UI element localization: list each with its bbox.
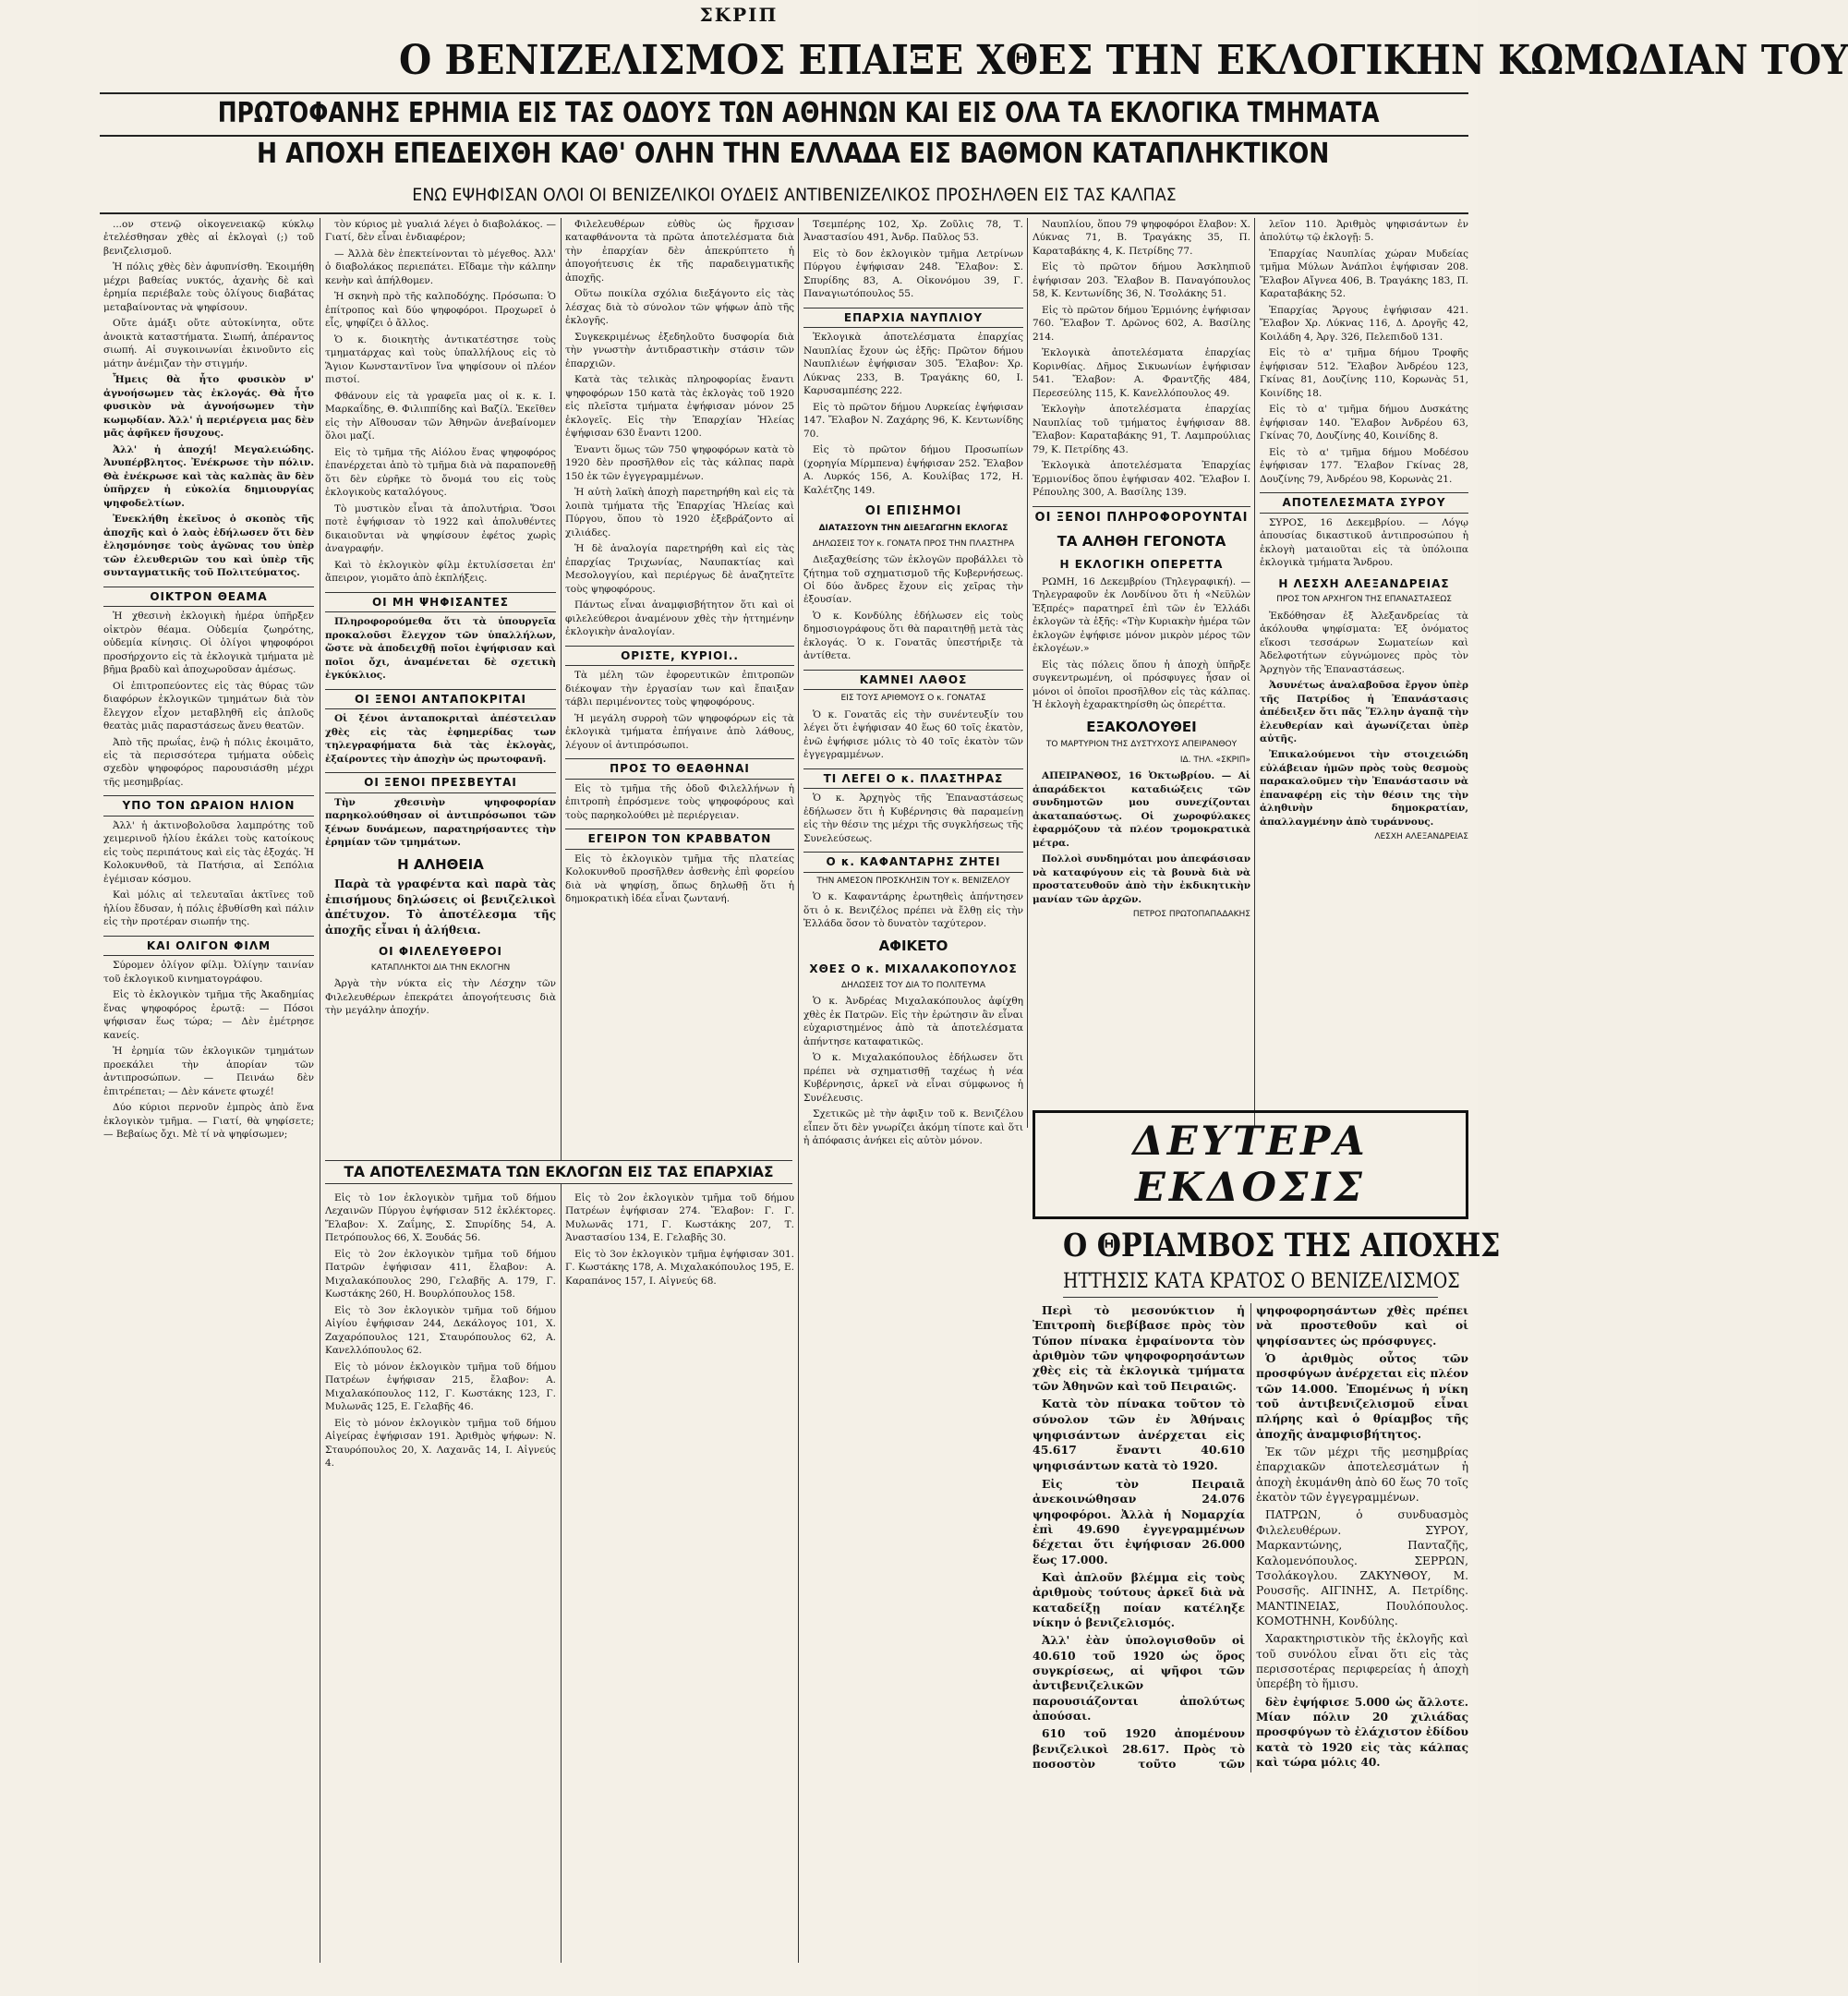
paragraph: Καὶ τὸ ἐκλογικὸν φίλμ ἐκτυλίσσεται ἐπ' ἄπειρον, γιομᾶτο ἀπὸ ἐκπλήξεις.	[325, 559, 556, 585]
paragraph: Εἰς τὸ 3ον ἐκλογικὸν τμῆμα ἐψήφισαν 301. Γ. Κωστάκης 178, Α. Μιχαλακόπουλος 195, Ε. Καραπάνος 157, Ι. Αἰγνεύς 68.	[565, 1248, 794, 1287]
paragraph: δὲν ἐψήφισε 5.000 ὡς ἄλλοτε. Μίαν πόλιν 20 χιλιάδας προσφύγων τὸ ἐλάχιστον ἐδίδου κατὰ τὸ 1920 εἰς τὰς κάλπας καὶ τώρα μόλις 40.	[1256, 1695, 1468, 1769]
paragraph: Ἦμεις θὰ ἦτο φυσικὸν ν' ἀγνοήσωμεν τὰς ἐκλογάς. Θὰ ἦτο φυσικὸν νὰ ἀγνοήσωμεν τὴν κωμῳδίαν. Ἀλλ' ἡ περιέργεια μας δὲν μᾶς ἀφῆκεν ἥσυχους.	[103, 374, 314, 440]
results-heading: ΤΑ ΑΠΟΤΕΛΕΣΜΑΤΑ ΤΩΝ ΕΚΛΟΓΩΝ ΕΙΣ ΤΑΣ ΕΠΑΡΧΙΑΣ	[325, 1160, 792, 1184]
paragraph: Εἰς τὸ 3ον ἐκλογικὸν τμῆμα τοῦ δήμου Αἰγίου ἐψήφισαν 244, Δεκάλογος 101, Χ. Ζαχαρόπουλος 121, Σταυρόπουλος 62, Α. Κανελλόπουλος 62.	[325, 1304, 556, 1357]
paragraph: Ἀλλ' ἡ ἀκτινοβολοῦσα λαμπρότης τοῦ χειμερινοῦ ἡλίου ἐκάλει τοὺς κατοίκους εἰς τοὺς περιπάτους καὶ εἰς τὰς ἐξοχάς. Ἡ Κολοκυνθοῦ, τὰ Πατήσια, αἱ Σεπόλια ἐγέμισαν κόσμου.	[103, 819, 314, 885]
paragraph: Οἱ ἐπιτροπεύοντες εἰς τὰς θύρας τῶν διαφόρων ἐκλογικῶν τμημάτων διὰ τὸν ἔλεγχον εἶχον μεταβληθῆ εἰς ἀπλοῦς θεατὰς μιᾶς παραστάσεως ἄνευ θεατῶν.	[103, 680, 314, 732]
section-heading: ΟΙ ΞΕΝΟΙ ΑΝΤΑΠΟΚΡΙΤΑΙ	[325, 689, 556, 710]
paragraph: Τσεμπέρης 102, Χρ. Ζοῦλις 78, Τ. Ἀναστασίου 491, Ἀνδρ. Παῦλος 53.	[803, 219, 1023, 244]
paragraph: Ὁ κ. διοικητὴς ἀντικατέστησε τοὺς τμηματάρχας καὶ τοὺς ὑπαλλήλους εἰς τὸ Ἅγιον Κωνσταντῖνον ἵνα ψηφίσουν οἱ πλέον πιστοί.	[325, 333, 556, 386]
paragraph: Ὁ κ. Καφαντάρης ἐρωτηθεὶς ἀπήντησεν ὅτι ὁ κ. Βενιζέλος πρέπει νὰ ἔλθῃ εἰς τὴν Ἑλλάδα ὅσον τὸ δυνατὸν ταχύτερον.	[803, 891, 1023, 930]
section-heading: ΑΦΙΚΕΤΟ	[878, 937, 948, 954]
paragraph: Ναυπλίου, ὅπου 79 ψηφοφόροι ἔλαβον: Χ. Λύκνας 71, Β. Τραγάκης 35, Π. Καραταβάκης 4, Κ. Πετρίδης 77.	[1033, 219, 1250, 257]
paragraph: Σχετικῶς μὲ τὴν ἀφιξιν τοῦ κ. Βενιζέλου εἶπεν ὅτι δὲν γνωρίζει ἀκόμη τίποτε καὶ ὅτι ἡ ἀπόφασις ἀνήκει εἰς αὐτὸν μόνον.	[803, 1108, 1023, 1147]
paragraph: Ἡ δὲ ἀναλογία παρετηρήθη καὶ εἰς τὰς ἐπαρχίας Τριχωνίας, Ναυπακτίας καὶ Μεσολογγίου, καὶ περιέργως δὲ ἀναζητεῖτε τοὺς ψηφοφόρους.	[565, 543, 794, 595]
paragraph: Εἰς τὸ τμῆμα τῆς ὁδοῦ Φιλελλήνων ἡ ἐπιτροπὴ ἐπρόσμενε τοὺς ψηφοφόρους καὶ τοὺς παρηκολούθει μὲ περιέργειαν.	[565, 782, 794, 821]
column-rule	[798, 218, 799, 1963]
dateline: ΙΔ. ΤΗΛ. «ΣΚΡΙΠ»	[1179, 755, 1250, 765]
paragraph: Φθάνουν εἰς τὰ γραφεῖα μας οἱ κ. κ. Ι. Μαρκαΐδης, Θ. Φιλιππίδης καὶ Βαζίλ. Ἐκεῖθεν εἰς τὴν Αἴθουσαν τῶν Ἀθηνῶν ἀνεβαίνομεν ὅλοι μαζί.	[325, 390, 556, 442]
paragraph: Ἐναντι ὅμως τῶν 750 ψηφοφόρων κατὰ τὸ 1920 δὲν προσῆλθον εἰς τὰς κάλπας παρὰ 150 ἐκ τῶν ἐγγεγραμμένων.	[565, 443, 794, 482]
paragraph: Ἐκ τῶν μέχρι τῆς μεσημβρίας ἐπαρχιακῶν ἀποτελεσμάτων ἡ ἀποχὴ ἐκυμάνθη ἀπὸ 60 ἕως 70 τοῖς ἑκατὸν τῶν ἐγγεγραμμένων.	[1256, 1446, 1468, 1505]
paragraph: Εἰς τὸ α' τμῆμα δήμου Μοδέσου ἐψήφισαν 177. Ἔλαβον Γκίνας 28, Δουζίνης 79, Ἀνδρέου 98, Κορωνὰς 21.	[1260, 446, 1468, 485]
section-heading: Η ΑΛΗΘΕΙΑ	[397, 855, 484, 873]
paragraph: Ἐκδόθησαν ἐξ Ἀλεξανδρείας τὰ ἀκόλουθα ψηφίσματα: Ἐξ ὀνόματος εἴκοσι τεσσάρων Σωματείων καὶ Ἀδελφοτήτων εὐγνώμονες πρὸς τὸν Ἀρχηγὸν τῆς Ἐπαναστάσεως.	[1260, 610, 1468, 675]
section-heading: ΚΑΜΝΕΙ ΛΑΘΟΣ	[803, 670, 1023, 691]
signature: ΠΕΤΡΟΣ ΠΡΩΤΟΠΑΠΑΔΑΚΗΣ	[1132, 910, 1250, 920]
paragraph: Ἐνεκλήθη ἐκεῖνος ὁ σκοπὸς τῆς ἀποχῆς καὶ ὁ λαὸς ἐδήλωσεν ὅτι δὲν ἐλησμόνησε τοὺς ἀγῶνας του ὑπὲρ τῶν ἐλευθεριῶν του καὶ ὑπὲρ τῆς συνταγματικῆς τοῦ Πολιτεύματος.	[103, 514, 314, 579]
section-heading: ΤΑ ΑΛΗΘΗ ΓΕΓΟΝΟΤΑ	[1057, 532, 1226, 550]
paragraph: Ἡ σκηνὴ πρὸ τῆς καλποδόχης. Πρόσωπα: Ὁ ἐπίτροπος καὶ δύο ψηφοφόροι. Προχωρεῖ ὁ εἷς, ψηφίζει ὁ ἄλλος.	[325, 291, 556, 330]
paragraph: Παρὰ τὰ γραφέντα καὶ παρὰ τὰς ἐπισήμους δηλώσεις οἱ βενιζελικοὶ ἀπέτυχον. Τὸ ἀποτέλεσμα τῆς ἀποχῆς εἶναι ἡ ἀλήθεια.	[325, 877, 556, 937]
paragraph: Πάντως εἶναι ἀναμφισβήτητον ὅτι καὶ οἱ φιλελεύθεροι ἀναμένουν χθὲς τὴν ἡττημένην ἐκλογικὴν ἀναλογίαν.	[565, 599, 794, 638]
column-2-lower	[325, 1192, 556, 1968]
paragraph: Ἡ αὐτὴ λαϊκὴ ἀποχὴ παρετηρήθη καὶ εἰς τὰ λοιπὰ τμήματα τῆς Ἐπαρχίας Ἠλείας καὶ Πύργου, ὅπου τὸ 1920 ἐξεβράζοντο αἱ χιλιάδες.	[565, 487, 794, 538]
paragraph: Ὁ ἀριθμὸς οὗτος τῶν προσφύγων ἀνέρχεται εἰς πλέον τῶν 14.000. Ἐπομένως ἡ νίκη τοῦ ἀντιβενιζελισμοῦ εἶναι πλήρης καὶ ὁ θρίαμβος τῆς ἀποχῆς ἀναμφισβήτητος.	[1256, 1352, 1468, 1441]
paragraph: Φιλελευθέρων εὐθὺς ὡς ἤρχισαν καταφθάνοντα τὰ πρῶτα ἀποτελέσματα διὰ τὴν ἐπαρχίαν δὲν ἀπεκρύπτετο ἡ ἀπογοήτευσις ἐκ τῆς παραδειγματικῆς ἀποχῆς.	[565, 219, 794, 284]
paragraph: Ἐπαρχίας Ἄργους ἐψήφισαν 421. Ἔλαβον Χρ. Λύκνας 116, Δ. Δρογῆς 42, Κοιλάδη 4, Ἀργ. 326, Πελεπιδοῦ 131.	[1260, 304, 1468, 343]
second-edition-block	[1033, 1110, 1501, 1772]
paragraph: Ἀλλ' ἡ ἀποχή! Μεγαλειώδης. Ἀνυπέρβλητος. Ἐνέκρωσε τὴν πόλιν. Θὰ ἐνέκρωσε καὶ τὰς καλπὰς ἂν δὲν ὑπῆρχεν ἡ εὐκολία δημιουργίας ψηφοδελτίων.	[103, 443, 314, 509]
paragraph: Ὁ κ. Γονατᾶς εἰς τὴν συνέντευξίν του λέγει ὅτι ἐψήφισαν 40 ἕως 60 τοῖς ἑκατὸν, ἐνῶ ἐψήφισε μόλις τὸ 40 τοῖς ἑκατὸν τῶν ἐγγεγραμμένων.	[803, 708, 1023, 761]
section-heading: ΠΡΟΣ ΤΟ ΘΕΑΘΗΝΑΙ	[565, 758, 794, 780]
paragraph: Χαρακτηριστικὸν τῆς ἐκλογῆς καὶ τοῦ συνόλου εἶναι ὅτι εἰς τὰς περισσοτέρας περιφερείας ἡ ἀποχὴ ὑπερέβη τὸ ἥμισυ.	[1256, 1632, 1468, 1691]
paragraph: Ὁ κ. Μιχαλακόπουλος ἐδήλωσεν ὅτι πρέπει νὰ σχηματισθῇ ταχέως ἡ νέα Κυβέρνησις, ἀρκεῖ νὰ εἶναι σύμφωνος ἡ Συνέλευσις.	[803, 1052, 1023, 1104]
paragraph: Καὶ μόλις αἱ τελευταῖαι ἀκτῖνες τοῦ ἡλίου ἔδυσαν, ἡ πόλις ἐβυθίσθη καὶ πάλιν εἰς τὴν προτέραν σιωπήν της.	[103, 889, 314, 928]
paragraph: Συγκεκριμένως ἐξεδηλοῦτο δυσφορία διὰ τὴν γνωστὴν ἀντιδραστικὴν στάσιν τῶν ἐπαρχιῶν.	[565, 331, 794, 369]
paragraph: Σύρομεν ὀλίγον φίλμ. Ὀλίγην ταινίαν τοῦ ἐκλογικοῦ κινηματογράφου.	[103, 960, 314, 985]
column-6	[1260, 218, 1468, 1100]
paragraph: ΣΥΡΟΣ, 16 Δεκεμβρίου. — Λόγῳ ἀπουσίας δικαστικοῦ ἀντιπροσώπου ἡ ἐκλογὴ ματαιοῦται εἰς τὰ ὑπόλοιπα ἐκλογικὰ τμήματα Ἄνδρου.	[1260, 516, 1468, 569]
paragraph: Κατὰ τὰς τελικὰς πληροφορίας ἔναντι ψηφοφόρων 150 κατὰ τὰς ἐκλογὰς τοῦ 1920 εἰς πλεῖστα τμήματα ἐψήφισαν μόνον 25 ἐκλογεῖς. Εἰς τὴν Ἐπαρχίαν Ἠλείας ἐψήφισαν 630 ἔναντι 1200.	[565, 374, 794, 440]
paragraph: Εἰς τὸ ἐκλογικὸν τμῆμα τῆς πλατείας Κολοκυνθοῦ προσῆλθεν ἀσθενὴς ἐπὶ φορείου διὰ νὰ ψηφίσῃ, ὅπως δηλωθῇ ὅτι ἡ δημοκρατικὴ ἰδέα εἶναι ζωντανή.	[565, 853, 794, 904]
headline-rule-3	[100, 212, 1468, 214]
section-heading: ΕΓΕΙΡΟΝ ΤΟΝ ΚΡΑΒΒΑΤΟΝ	[565, 829, 794, 850]
paragraph: ΡΩΜΗ, 16 Δεκεμβρίου (Τηλεγραφική). — Τηλεγραφοῦν ἐκ Λονδίνου ὅτι ἡ «Νεϋλὼν Ἐξπρές» παρατηρεῖ ἐπὶ τῶν ἐν Ἑλλάδι ἐκλογῶν τὰ ἑξῆς: «Τὴν Κυριακὴν ἡμέρα τῶν ἐκλογῶν ἐψήφισε μόνον μικρὸν μέρος τῶν ἐκλογέων.»	[1033, 575, 1250, 655]
main-headline: Ο ΒΕΝΙΖΕΛΙΣΜΟΣ ΕΠΑΙΞΕ ΧΘΕΣ ΤΗΝ ΕΚΛΟΓΙΚΗΝ ΚΩΜΩΔΙΑΝ ΤΟΥ	[399, 37, 1848, 84]
paragraph: Πολλοὶ συνδημόται μου ἀπεφάσισαν νὰ καταφύγουν εἰς τὰ βουνὰ διὰ νὰ προστατευθοῦν ἀπὸ τὴν ἐκδικητικὴν μανίαν τῶν ἀρχῶν.	[1033, 853, 1250, 905]
paragraph: Εἰς τὸ ἐκλογικὸν τμῆμα τῆς Ἀκαδημίας ἕνας ψηφοφόρος ἐρωτᾷ: — Πόσοι ψήφισαν ἕως τώρα; — Δὲν ἐμέτρησε κανείς.	[103, 989, 314, 1041]
sub-headline-3: ΕΝΩ ΕΨΗΦΙΣΑΝ ΟΛΟΙ ΟΙ ΒΕΝΙΖΕΛΙΚΟΙ ΟΥΔΕΙΣ ΑΝΤΙΒΕΝΙΖΕΛΙΚΟΣ ΠΡΟΣΗΛΘΕΝ ΕΙΣ ΤΑΣ ΚΑΛΠΑΣ	[412, 185, 1177, 205]
paragraph: Ἡ χθεσινὴ ἐκλογικὴ ἡμέρα ὑπῆρξεν οἰκτρὸν θέαμα. Οὐδεμία ζωηρότης, οὐδεμία κίνησις. Οἱ ὀλίγοι ψηφοφόροι προσήρχοντο εἰς τὰ ἐκλογικὰ τμήματα μὲ βῆμα βραδὺ καὶ ἀποχωροῦσαν ἀμέσως.	[103, 611, 314, 676]
column-5	[1033, 218, 1250, 1100]
paragraph: λεῖον 110. Ἀριθμὸς ψηφισάντων ἐν ἀπολύτῳ τῷ ἐκλογῇ: 5.	[1260, 219, 1468, 244]
paragraph: Ἐκλογικὰ ἀποτελέσματα ἐπαρχίας Κορινθίας. Δῆμος Σικυωνίων ἐψήφισαν 541. Ἔλαβον: Α. Φραντζῆς 484, Περεσεύλης 115, Κ. Κανελλόπουλος 49.	[1033, 347, 1250, 399]
masthead: ΣΚΡΙΠ	[699, 4, 779, 26]
paragraph: Εἰς τὸ δον ἐκλογικὸν τμῆμα Λετρίνων Πύργου ἐψήφισαν 248. Ἔλαβον: Σ. Σπυρίδης 83, Α. Οἰκονόμου 39, Γ. Παναγιωτόπουλος 55.	[803, 248, 1023, 300]
section-heading: ΕΠΑΡΧΙΑ ΝΑΥΠΛΙΟΥ	[803, 308, 1023, 329]
paragraph: 610 τοῦ 1920 ἀπομένουν βενιζελικοὶ 28.617. Πρὸς τὸ ποσοστὸν τοῦτο τῶν ψηφοφορησάντων χθὲς πρέπει νὰ προστεθοῦν καὶ οἱ ψηφίσαντες ὡς πρόσφυγες.	[1033, 1304, 1468, 1771]
paragraph: Περὶ τὸ μεσονύκτιον ἡ Ἐπιτροπὴ διεβίβασε πρὸς τὸν Τύπον πίνακα ἐμφαίνοντα τὸν ἀριθμὸν τῶν ψηφοφορησάντων χθὲς εἰς τὰ ἐκλογικὰ τμήματα τῶν Ἀθηνῶν καὶ τοῦ Πειραιῶς.	[1033, 1304, 1245, 1393]
section-subheading: ΕΙΣ ΤΟΥΣ ΑΡΙΘΜΟΥΣ Ο κ. ΓΟΝΑΤΑΣ	[840, 694, 986, 704]
sub-headline-2: Η ΑΠΟΧΗ ΕΠΕΔΕΙΧΘΗ ΚΑΘ' ΟΛΗΝ ΤΗΝ ΕΛΛΑΔΑ ΕΙΣ ΒΑΘΜΟΝ ΚΑΤΑΠΛΗΚΤΙΚΟΝ	[257, 138, 1330, 170]
section-heading: ΧΘΕΣ Ο κ. ΜΙΧΑΛΑΚΟΠΟΥΛΟΣ	[809, 962, 1018, 976]
sub-headline-1: ΠΡΩΤΟΦΑΝΗΣ ΕΡΗΜΙΑ ΕΙΣ ΤΑΣ ΟΔΟΥΣ ΤΩΝ ΑΘΗΝΩΝ ΚΑΙ ΕΙΣ ΟΛΑ ΤΑ ΕΚΛΟΓΙΚΑ ΤΜΗΜΑΤΑ	[217, 97, 1380, 129]
paragraph: Εἰς τὸ 2ον ἐκλογικὸν τμῆμα τοῦ δήμου Πατρέων ἐψήφισαν 274. Ἔλαβον: Γ. Γ. Μυλωνᾶς 171, Γ. Κωστάκης 207, Τ. Ἀναστασίου 134, Ε. Γελαβῆς 30.	[565, 1192, 794, 1244]
column-rule	[1027, 218, 1028, 1128]
paragraph: Ἡ ἐρημία τῶν ἐκλογικῶν τμημάτων προεκάλει τὴν ἀπορίαν τῶν ἀντιπροσώπων. — Πεινάω δὲν ἐπιτρέπεται; — Δὲν κάνετε φτωχέ!	[103, 1046, 314, 1097]
paragraph: Οὔτε ἁμάξι οὔτε αὐτοκίνητα, οὔτε ἀνοικτὰ καταστήματα. Σιωπή, ἀπέραντος σιωπή. Αἱ συγκοινωνίαι ἐκινοῦντο εἰς μάτην ἀνέμιζαν τὴν στιγμήν.	[103, 318, 314, 369]
headline-rule-2	[100, 135, 1468, 137]
paragraph: Τὰ μέλη τῶν ἐφορευτικῶν ἐπιτροπῶν διέκοψαν τὴν ἐργασίαν των καὶ ἔπαιξαν τάβλι περιμένοντες τοὺς ψηφοφόρους.	[565, 670, 794, 708]
paragraph: Διεξαχθείσης τῶν ἐκλογῶν προβάλλει τὸ ζήτημα τοῦ σχηματισμοῦ τῆς Κυβερνήσεως. Οἱ δύο ἄνδρες ἔχουν εἰς χεῖρας τὴν ἐξουσίαν.	[803, 554, 1023, 606]
paragraph: Ἐπαρχίας Ναυπλίας χώραν Μυδείας τμῆμα Μύλων Ἀνάπλοι ἐψήφισαν 208. Ἔλαβον Αἴγνεα 406, Β. Τραγάκης 183, Π. Καραταβάκης 52.	[1260, 248, 1468, 300]
paragraph: Εἰς τὸν Πειραιᾶ ἀνεκοινώθησαν 24.076 ψηφοφόροι. Ἀλλὰ ἡ Νομαρχία ἐπὶ 49.690 ἐγγεγραμμένων δέχεται ὅτι ἐψήφισαν 26.000 ἕως 17.000.	[1033, 1477, 1245, 1567]
paragraph: Εἰς τὰς πόλεις ὅπου ἡ ἀποχὴ ὑπῆρξε συγκεντρωμένη, οἱ πρόσφυγες ἦσαν οἱ μόνοι οἱ ὁποῖοι προσῆλθον εἰς τὰς κάλπας. Ἡ ἐκλογὴ ἐχαρακτηρίσθη ὡς ὀπερέττα.	[1033, 659, 1250, 711]
column-rule	[1254, 218, 1255, 1128]
section-heading: ΟΙ ΜΗ ΨΗΦΙΣΑΝΤΕΣ	[325, 592, 556, 613]
paragraph: Εἰς τὸ 1ον ἐκλογικὸν τμῆμα τοῦ δήμου Λεχαινῶν Πύργου ἐψήφισαν 512 ἐκλέκτορες. Ἔλαβον: Χ. Ζαΐμης, Σ. Σπυρίδης 54, Α. Πετρόπουλος 66, Χ. Ξουδάς 56.	[325, 1192, 556, 1244]
paragraph: Ἀπὸ τῆς πρωΐας, ἐνῷ ἡ πόλις ἐκοιμᾶτο, εἰς τὰ περισσότερα τμήματα οὐδεὶς σχεδὸν ψηφοφόρος παρουσιάσθη μέχρι τῆς μεσημβρίας.	[103, 736, 314, 788]
paragraph: Πληροφορούμεθα ὅτι τὰ ὑπουργεῖα προκαλοῦσι ἔλεγχον τῶν ὑπαλλήλων, ὥστε νὰ ἀποδειχθῇ ποῖοι ἐψήφισαν καὶ ποῖοι ὄχι, ἀναμένεται δὲ σχετικὴ ἐγκύκλιος.	[325, 616, 556, 682]
section-heading: ΟΙ ΕΠΙΣΗΜΟΙ	[864, 504, 962, 519]
section-subheading: ΚΑΤΑΠΛΗΚΤΟΙ ΔΙΑ ΤΗΝ ΕΚΛΟΓΗΝ	[370, 962, 511, 973]
section-heading: ΤΙ ΛΕΓΕΙ Ο κ. ΠΛΑΣΤΗΡΑΣ	[803, 768, 1023, 790]
section-heading: ΟΙ ΞΕΝΟΙ ΠΡΕΣΒΕΥΤΑΙ	[325, 772, 556, 793]
section-heading: Η ΕΚΛΟΓΙΚΗ ΟΠΕΡΕΤΤΑ	[1059, 558, 1224, 572]
paragraph: Τὴν χθεσινὴν ψηφοφορίαν παρηκολούθησαν οἱ ἀντιπρόσωποι τῶν ξένων δυνάμεων, παρατηρήσαντες τὴν ἐρημίαν τῶν τμημάτων.	[325, 796, 556, 849]
paragraph: Ἀργὰ τὴν νύκτα εἰς τὴν Λέσχην τῶν Φιλελευθέρων ἐπεκράτει ἀπογοήτευσις διὰ τὴν μεγάλην ἀποχήν.	[325, 978, 556, 1017]
paragraph: Εἰς τὸ α' τμῆμα δήμου Τροφῆς ἐψήφισαν 512. Ἔλαβον Ἀνδρέου 123, Γκίνας 81, Δουζίνης 110, Κορωνὰς 51, Κοινίδης 18.	[1260, 347, 1468, 399]
paragraph: Ἡ πόλις χθὲς δὲν ἀφυπνίσθη. Ἐκοιμήθη μέχρι βαθείας νυκτός, ἀχανὴς δὲ καὶ ἐρημία περιέβαλε τοὺς ὀλίγους διαβάτας μεταβαίνοντας νὰ ψηφίσουν.	[103, 261, 314, 313]
paragraph: Ἐκλογικὰ ἀποτελέσματα Ἐπαρχίας Ἑρμιονίδος ὅπου ἐψήφισαν 402. Ἔλαβον Ι. Ρέπουλης 300, Α. Βασίλης 139.	[1033, 460, 1250, 499]
paragraph: Εἰς τὸ 2ον ἐκλογικὸν τμῆμα τοῦ δήμου Πατρῶν ἐψήφισαν 411, ἔλαβον: Α. Μιχαλακόπουλος 290, Γελαβῆς Α. 179, Γ. Κωστάκης 260, Η. Βουρλόπουλος 158.	[325, 1248, 556, 1300]
paragraph: Εἰς τὸ τμῆμα τῆς Αἰόλου ἕνας ψηφοφόρος ἐπανέρχεται ἀπὸ τὸ τμῆμα διὰ νὰ παραπονεθῇ ὅτι δὲν εὑρῆκε τὸ ὄνομά του εἰς τοὺς ἐκλογικοὺς καταλόγους.	[325, 446, 556, 499]
section-heading: ΟΙ ΦΙΛΕΛΕΥΘΕΡΟΙ	[378, 945, 503, 959]
paragraph: — Ἀλλὰ δὲν ἐπεκτείνονται τὸ μέγεθος. Ἀλλ' ὁ διαβολάκος περιεπάτει. Εἴδαμε τὴν κάλπην κενὴν καὶ ἀπήλθομεν.	[325, 248, 556, 286]
section-subheading: ΠΡΟΣ ΤΟΝ ΑΡΧΗΓΟΝ ΤΗΣ ΕΠΑΝΑΣΤΑΣΕΩΣ	[1276, 595, 1452, 605]
paragraph: ΠΑΤΡΩΝ, ὁ συνδυασμὸς Φιλελευθέρων. ΣΥΡΟΥ, Μαρκαντώνης, Πανταζῆς, Καλομενόπουλος. ΣΕΡΡΩΝ, Τσολάκογλου. ΖΑΚΥΝΘΟΥ, Μ. Ρουσσῆς. ΑΙΓΙΝΗΣ, Α. Πετρίδης. ΜΑΝΤΙΝΕΙΑΣ, Πουλόπουλος. ΚΟΜΟΤΗΝΗ, Κονδύλης.	[1256, 1508, 1468, 1627]
section-heading: Η ΛΕΣΧΗ ΑΛΕΞΑΝΔΡΕΙΑΣ	[1278, 576, 1450, 590]
paragraph: Ἐπικαλούμενοι τὴν στοιχειώδη εὐλάβειαν ἡμῶν πρὸς τοὺς θεσμοὺς παρακαλοῦμεν τὴν Ἐπανάστασιν νὰ ἐπαναφέρῃ εἰς τὴν θέσιν της τὴν ἀληθινὴν δημοκρατίαν, ἀπαλλαγμένην ἀπὸ τυράννους.	[1260, 749, 1468, 828]
paragraph: ...ον στενῷ οἰκογενειακῷ κύκλῳ ἐτελέσθησαν χθὲς αἱ ἐκλογαὶ (;) τοῦ βενιζελισμοῦ.	[103, 219, 314, 257]
section-heading: ΟΙ ΞΕΝΟΙ ΠΛΗΡΟΦΟΡΟΥΝΤΑΙ	[1033, 506, 1250, 526]
section-heading: ΟΡΙΣΤΕ, ΚΥΡΙΟΙ..	[565, 646, 794, 667]
paragraph: Εἰς τὸ μόνον ἐκλογικὸν τμῆμα τοῦ δήμου Αἰγείρας ἐψήφισαν 191. Ἀριθμὸς ψήφων: Ν. Σταυρόπουλος 20, Χ. Λαχανᾶς 14, Ι. Αἰγνεύς 4.	[325, 1417, 556, 1470]
paragraph: Εἰς τὸ πρῶτον δήμου Προσωπίων (χορηγία Μίρμπενα) ἐψήφισαν 252. Ἔλαβον Α. Λυρκός 156, Α. Κουλίβας 172, Η. Καλέτζης 149.	[803, 444, 1023, 496]
section-heading: ΟΙΚΤΡΟΝ ΘΕΑΜΑ	[103, 587, 314, 608]
section-subheading: ΔΗΛΩΣΕΙΣ ΤΟΥ ΔΙΑ ΤΟ ΠΟΛΙΤΕΥΜΑ	[840, 980, 985, 990]
paragraph: Ἐκλογικὰ ἀποτελέσματα ἐπαρχίας Ναυπλίας ἔχουν ὡς ἑξῆς: Πρῶτον δήμου Ναυπλιέων ἐψήφισαν 305. Ἔλαβον: Χρ. Λύκνας 233, Β. Τραγάκης 60, Ι. Καρυσαμπέσης 222.	[803, 332, 1023, 397]
paragraph: Εἰς τὸ μόνον ἐκλογικὸν τμῆμα τοῦ δήμου Πατρέων ἐψήφισαν 215, ἔλαβον: Α. Μιχαλακόπουλος 112, Γ. Κωστάκης 123, Γ. Μυλωνᾶς 125, Ε. Γελαβῆς 46.	[325, 1361, 556, 1413]
column-4	[803, 218, 1023, 1968]
headline-rule-1	[100, 92, 1468, 94]
paragraph: Ἐκλογὴν ἀποτελέσματα ἐπαρχίας Ναυπλίας τοῦ τμήματος ἐψήφισαν 88. Ἔλαβον: Καραταβάκης 91, Τ. Λαμπρούλιας 79, Κ. Πετρίδης 43.	[1033, 404, 1250, 455]
paragraph: Δύο κύριοι περνοῦν ἐμπρὸς ἀπὸ ἕνα ἐκλογικὸν τμῆμα. — Γιατί, θὰ ψηφίσετε; — Βεβαίως ὄχι. Μὲ τί νὰ ψηφίσωμεν;	[103, 1102, 314, 1141]
column-3-lower	[565, 1192, 794, 1968]
section-heading: ΥΠΟ ΤΟΝ ΩΡΑΙΟΝ ΗΛΙΟΝ	[103, 795, 314, 817]
paragraph: Εἰς τὸ α' τμῆμα δήμου Δυσκάτης ἐψήφισαν 140. Ἔλαβον Ἀνδρέου 63, Γκίνας 70, Δουζίνης 40, Κοινίδης 8.	[1260, 404, 1468, 442]
section-subheading: ΔΙΑΤΑΣΣΟΥΝ ΤΗΝ ΔΙΕΞΑΓΩΓΗΝ ΕΚΛΟΓΑΣ	[818, 524, 1009, 534]
second-edition-headline: Ο ΘΡΙΑΜΒΟΣ ΤΗΣ ΑΠΟΧΗΣ	[1063, 1227, 1501, 1264]
paragraph: Ὁ κ. Ἀρχηγὸς τῆς Ἐπαναστάσεως ἐδήλωσεν ὅτι ἡ Κυβέρνησις θὰ παραμείνῃ εἰς τὴν θέσιν της μέχρι τῆς συγκλήσεως τῆς Συνελεύσεως.	[803, 792, 1023, 844]
section-heading: ΑΠΟΤΕΛΕΣΜΑΤΑ ΣΥΡΟΥ	[1260, 492, 1468, 514]
paragraph: Ὁ κ. Ἀνδρέας Μιχαλακόπουλος ἀφίχθη χθὲς ἐκ Πατρῶν. Εἰς τὴν ἐρώτησιν ἂν εἶναι εὐχαριστημένος ἀπὸ τὰ ἀποτελέσματα ἀπήντησε καταφατικῶς.	[803, 996, 1023, 1047]
paragraph: ΑΠΕΙΡΑΝΘΟΣ, 16 Ὀκτωβρίου. — Αἱ ἀπαράδεκτοι καταδιώξεις τῶν συνδημοτῶν μου συνεχίζονται ἀκαταπαύστως. Οἱ χωροφύλακες ἐφαρμόζουν τὰ πλέον τρομοκρατικὰ μέτρα.	[1033, 770, 1250, 849]
paragraph: Ἀσυνέτως ἀναλαβοῦσα ἔργον ὑπὲρ τῆς Πατρίδος ἡ Ἐπανάστασις ἀπέδειξεν ὅτι πᾶς Ἕλλην ἀγαπᾷ τὴν ἐλευθερίαν καὶ ἀγωνίζεται ὑπὲρ αὐτῆς.	[1260, 680, 1468, 744]
column-rule	[561, 218, 562, 1963]
second-edition-body	[1033, 1303, 1468, 1772]
section-heading: Ο κ. ΚΑΦΑΝΤΑΡΗΣ ΖΗΤΕΙ	[803, 852, 1023, 873]
paragraph: Καὶ ἀπλοῦν βλέμμα εἰς τοὺς ἀριθμοὺς τούτους ἀρκεῖ διὰ νὰ καταδείξῃ ποίαν κατέληξε νίκην ὁ βενιζελισμός.	[1033, 1570, 1245, 1629]
column-1	[103, 218, 314, 1968]
section-heading: ΕΞΑΚΟΛΟΥΘΕΙ	[1086, 718, 1197, 735]
paragraph: Εἰς τὸ πρῶτον δήμου Λυρκείας ἐψήφισαν 147. Ἔλαβον Ν. Ζαχάρης 96, Κ. Κεντωνίδης 70.	[803, 401, 1023, 440]
paragraph: τὸν κύριος μὲ γυαλιά λέγει ὁ διαβολάκος. — Γιατί, δὲν εἶναι ἐνδιαφέρον;	[325, 219, 556, 244]
paragraph: Κατὰ τὸν πίνακα τοῦτον τὸ σύνολον τῶν ἐν Ἀθήναις ψηφισάντων ἀνέρχεται εἰς 45.617 ἔναντι 40.610 ψηφισάντων κατὰ τὸ 1920.	[1033, 1397, 1245, 1473]
paragraph: Οὕτω ποικίλα σχόλια διεξάγοντο εἰς τὰς λέσχας διὰ τὸ σύνολον τῶν ψήφων ἀπὸ τῆς ἐκλογῆς.	[565, 288, 794, 327]
signature: ΛΕΣΧΗ ΑΛΕΞΑΝΔΡΕΙΑΣ	[1374, 832, 1468, 842]
paragraph: Ἡ μεγάλη συρροὴ τῶν ψηφοφόρων εἰς τὰ ἐκλογικὰ τμήματα ἐπήγαινε ἀπὸ λάθους, λέγουν οἱ ἀντιπρόσωποι.	[565, 712, 794, 751]
paragraph: Ἀλλ' ἐὰν ὑπολογισθοῦν οἱ 40.610 τοῦ 1920 ὡς ὅρος συγκρίσεως, αἱ ψῆφοι τῶν ἀντιβενιζελικῶν παρουσιάζονται ἀπολύτως ἀπούσαι.	[1033, 1634, 1245, 1723]
section-subheading: ΤΗΝ ΑΜΕΣΟΝ ΠΡΟΣΚΛΗΣΙΝ ΤΟΥ κ. ΒΕΝΙΖΕΛΟΥ	[816, 876, 1010, 886]
paragraph: Ὁ κ. Κονδύλης ἐδήλωσεν εἰς τοὺς δημοσιογράφους ὅτι θὰ παραιτηθῇ μετὰ τὰς ἐκλογάς. Ὁ κ. Γονατᾶς ὑπεστήριξε τὰ ἀντίθετα.	[803, 610, 1023, 662]
column-3	[565, 218, 794, 1155]
paragraph: Εἰς τὸ πρῶτον δήμου Ἑρμιόνης ἐψήφισαν 760. Ἔλαβον Τ. Δρῶνος 602, Α. Βασίλης 214.	[1033, 304, 1250, 343]
paragraph: Οἱ ξένοι ἀνταποκριταὶ ἀπέστειλαν χθὲς εἰς τὰς ἐφημερίδας των τηλεγραφήματα διὰ τὰς ἐκλογὰς, ἐξαίροντες τὴν ἀποχὴν ὡς πρωτοφανῆ.	[325, 713, 556, 765]
section-heading: ΚΑΙ ΟΛΙΓΟΝ ΦΙΛΜ	[103, 936, 314, 957]
second-edition-banner: ΔΕΥΤΕΡΑ ΕΚΔΟΣΙΣ	[1033, 1110, 1468, 1219]
section-subheading: ΔΗΛΩΣΕΙΣ ΤΟΥ κ. ΓΟΝΑΤΑ ΠΡΟΣ ΤΗΝ ΠΛΑΣΤΗΡΑ	[812, 538, 1015, 549]
section-subheading: ΤΟ ΜΑΡΤΥΡΙΟΝ ΤΗΣ ΔΥΣΤΥΧΟΥΣ ΑΠΕΙΡΑΝΘΟΥ	[1045, 740, 1238, 750]
second-edition-subheadline: ΗΤΤΗΣΙΣ ΚΑΤΑ ΚΡΑΤΟΣ Ο ΒΕΝΙΖΕΛΙΣΜΟΣ	[1063, 1270, 1438, 1298]
paragraph: Τὸ μυστικὸν εἶναι τὰ ἀπολυτήρια. Ὅσοι ποτὲ ἐψήφισαν τὸ 1922 καὶ ἀπολυθέντες δικαιοῦνται νὰ ψηφίσουν ἐφέτος χωρὶς ἀναγραφήν.	[325, 502, 556, 555]
paragraph: Εἰς τὸ πρῶτον δήμου Ἀσκληπιοῦ ἐψήφισαν 203. Ἔλαβον Β. Παναγόπουλος 58, Κ. Κεντωνίδης 36, Ν. Τσολάκης 51.	[1033, 261, 1250, 300]
